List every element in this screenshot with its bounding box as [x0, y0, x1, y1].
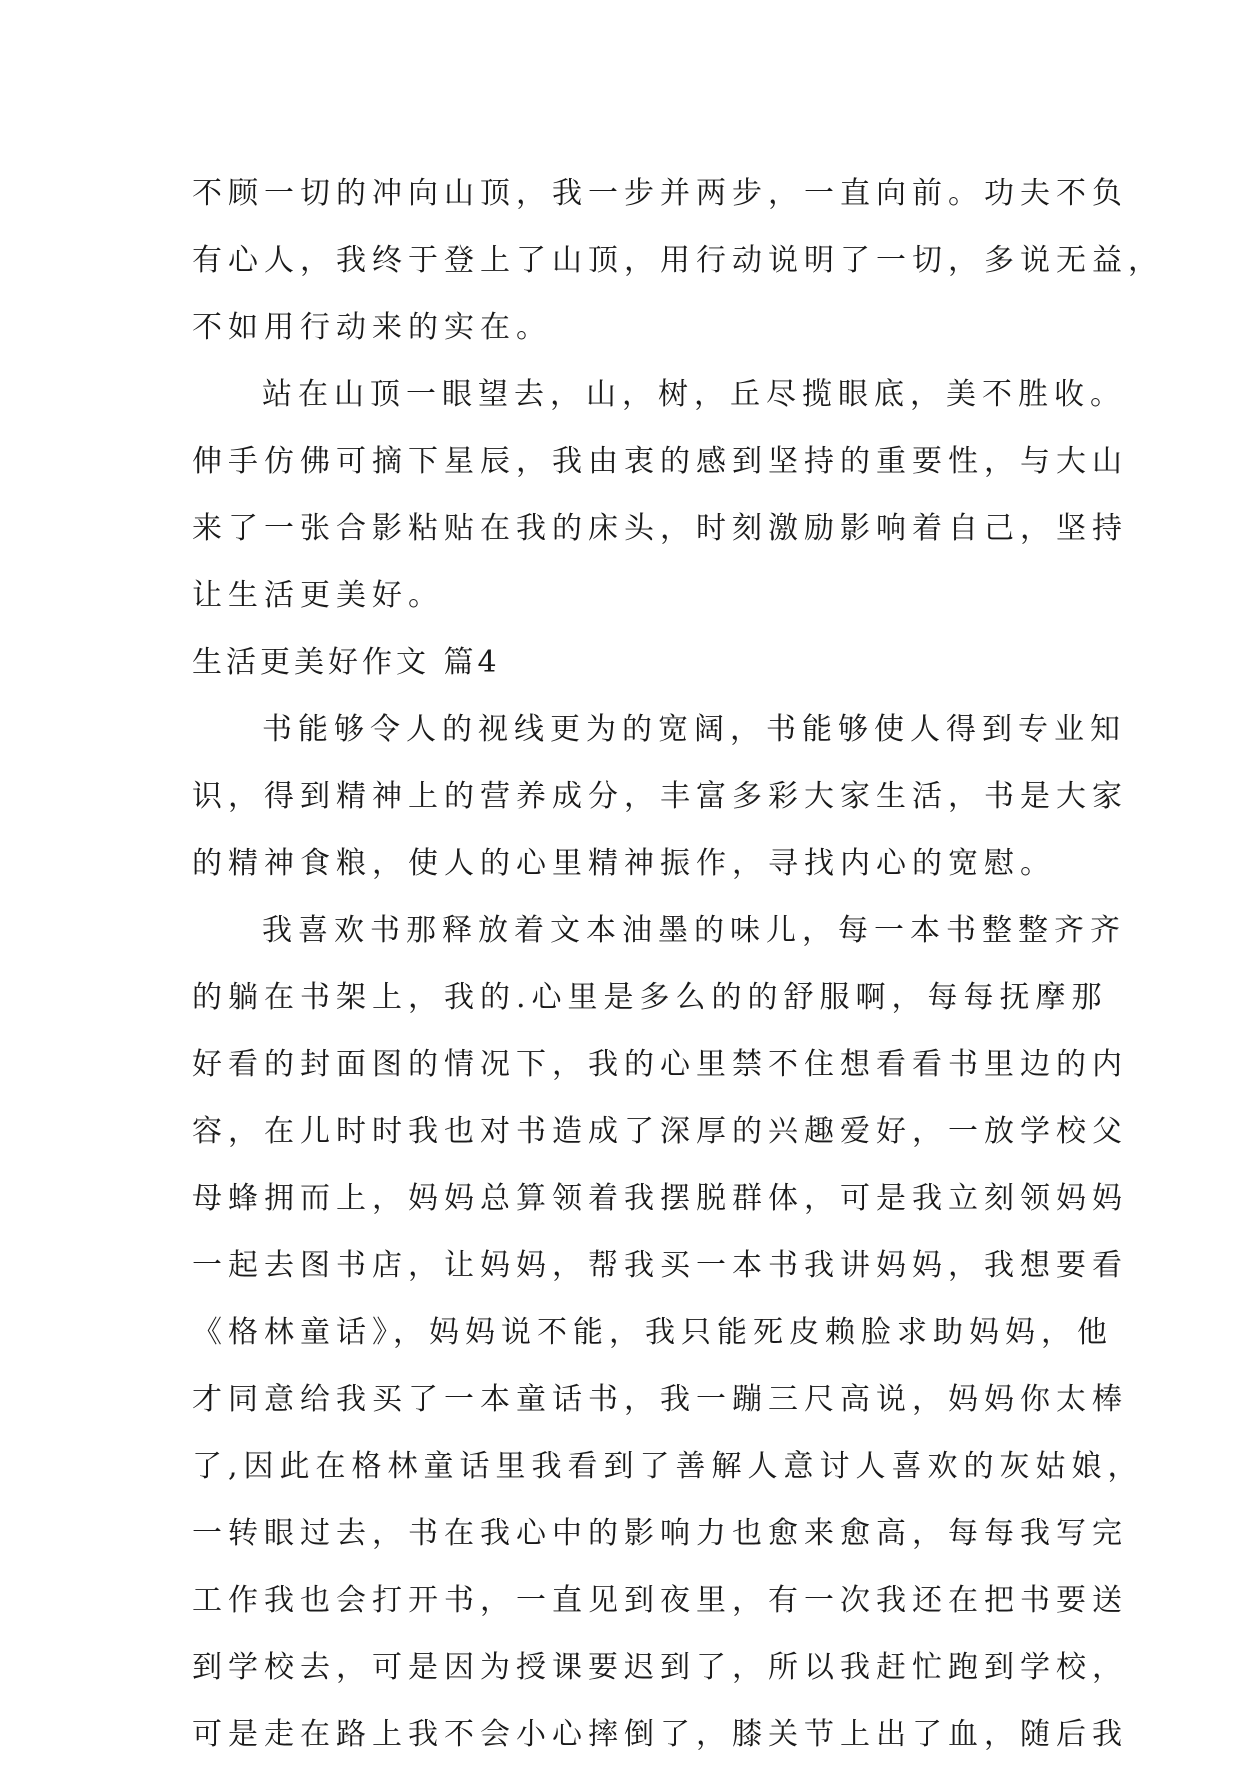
document-page: [192, 160, 1164, 1768]
text-line: 工作我也会打开书，一直见到夜里，有一次我还在把书要送: [192, 1583, 1128, 1618]
text-line: 站在山顶一眼望去，山，树，丘尽揽眼底，美不胜收。: [262, 377, 1126, 412]
text-line: 有心人，我终于登上了山顶，用行动说明了一切，多说无益，: [192, 243, 1164, 278]
paragraph: [192, 897, 1144, 1768]
text-line: 了,因此在格林童话里我看到了善解人意讨人喜欢的灰姑娘，: [192, 1449, 1144, 1484]
text-line: 的躺在书架上，我的.心里是多么的的舒服啊，每每抚摩那: [192, 980, 1108, 1015]
text-line: 识，得到精神上的营养成分，丰富多彩大家生活，书是大家: [192, 779, 1128, 814]
text-line: 书能够令人的视线更为的宽阔，书能够使人得到专业知: [262, 712, 1126, 747]
text-line: 让生活更美好。: [192, 578, 444, 613]
text-line: 一起去图书店，让妈妈，帮我买一本书我讲妈妈，我想要看: [192, 1248, 1128, 1283]
paragraph: [192, 696, 1128, 897]
paragraph: [192, 160, 1164, 361]
text-line: 来了一张合影粘贴在我的床头，时刻激励影响着自己，坚持: [192, 511, 1128, 546]
text-line: 不如用行动来的实在。: [192, 310, 552, 345]
text-line: 容，在儿时时我也对书造成了深厚的兴趣爱好，一放学校父: [192, 1114, 1128, 1149]
text-line: 不顾一切的冲向山顶，我一步并两步，一直向前。功夫不负: [192, 176, 1128, 211]
text-line: 一转眼过去，书在我心中的影响力也愈来愈高，每每我写完: [192, 1516, 1128, 1551]
text-line: 才同意给我买了一本童话书，我一蹦三尺高说，妈妈你太棒: [192, 1382, 1128, 1417]
heading-text: 生活更美好作文 篇4: [192, 645, 501, 680]
text-line: 好看的封面图的情况下，我的心里禁不住想看看书里边的内: [192, 1047, 1128, 1082]
text-line: 的精神食粮，使人的心里精神振作，寻找内心的宽慰。: [192, 846, 1056, 881]
section-heading: [192, 629, 1062, 696]
paragraph: [192, 361, 1128, 629]
text-line: 《格林童话》，妈妈说不能，我只能死皮赖脸求助妈妈，他: [192, 1315, 1113, 1350]
text-line: 伸手仿佛可摘下星辰，我由衷的感到坚持的重要性，与大山: [192, 444, 1128, 479]
text-line: 到学校去，可是因为授课要迟到了，所以我赶忙跑到学校，: [192, 1650, 1128, 1685]
text-line: 可是走在路上我不会小心摔倒了，膝关节上出了血，随后我: [192, 1717, 1128, 1752]
text-line: 母蜂拥而上，妈妈总算领着我摆脱群体，可是我立刻领妈妈: [192, 1181, 1128, 1216]
text-line: 我喜欢书那释放着文本油墨的味儿，每一本书整整齐齐: [262, 913, 1126, 948]
